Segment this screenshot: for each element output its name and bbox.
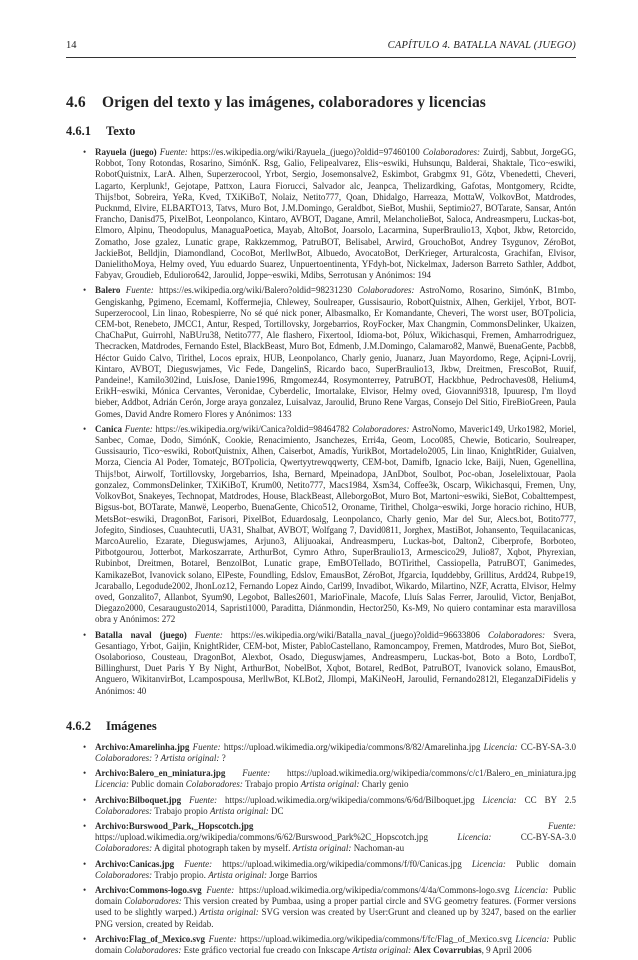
source-label: Fuente: <box>242 768 271 779</box>
contributors-text: Zuirdj, Sabbut, JorgeGG, Robbot, Tony Rotondas, Rosarino, SimónK. Rsg, Galio, Felipealvarez, Elis~eswiki, Huhsunqu, Balderai, Shaktale, Tico~eswiki, RobotQuistnix, LarA. Alhen, Superzerocool, Yrbot, Sergio, Josemonsalve2, Eskimbot, Grabgmx 91, Götz, Vbenedetti, Cheveri, Lagarto, Kerplunk!, Gejotape, Pattxon, Laura Fiorucci, Salvador alc, Jeanpca, Thelizardking, Gafotas, Montgomery, Rcidte, Thijs!bot, Sobreira, YeRa, Kved, TXiKiBoT, Nolaiz, Netito777, Qoan, Dhidalgo, Harreaza, MottaW, VolkovBot, Matdrodes, Pucknmd, Elvire, ELBARTO13, Tatvs, Muro Bot, J.M.Domingo, Geraldbot, SieBot, Mushii, Septimio27, BOTarate, Sansar, Antón Francho, Danisd75, PixelBot, Leonpolanco, Kintaro, AVBOT, Dagane, Amril, MelancholieBot, Saloca, Andreasmperu, Luckas-bot, Elmoro, Alpinu, Theodopulus, ManaguaPoetica, Mayab, AltoBot, Joarsolo, Lacarmina, SuperBraulio13, Xqbot, Jkbw, Retorcido, Zomatho, Jose gzalez, Lunatic grape, Rakkzemmog, PatruBOT, Belisabel, Arwird, GrouchoBot, Andrey Tsygunov, ZéroBot, JackieBot, Belldjin, Diamondland, CocoBot, MerllwBot, Albuedo, AvocatoBot, DerKrieger, Arturalcosta, Grachifan, Elvisor, DanielithoMoya, Helmy oved, Yuu eduardo Suarez, Unpuertoentinenta, YFdyh-bot, Nickelmax, Jaderson Barreto Sathler, Addbot, Fabyav, Groudieb, Edulioro642, Jaroulid, Joppe~eswiki, Mdibs, Serrotusan y Anónimos: 194 <box>95 147 576 281</box>
bullet-icon: • <box>83 629 87 640</box>
bullet-icon: • <box>83 741 87 752</box>
subsection-title: Imágenes <box>106 718 157 733</box>
contributors-label: Colaboradores: <box>95 843 153 854</box>
license-text: CC-BY-SA-3.0 <box>520 741 577 752</box>
license-label: Licencia: <box>457 832 492 843</box>
item-title: Archivo:Canicas.jpg <box>95 858 175 869</box>
section-number: 4.6 <box>66 94 86 111</box>
source-label: Fuente: <box>206 884 235 895</box>
section-heading <box>66 94 576 112</box>
subsection-heading-text <box>66 124 576 139</box>
artist-label: Artista original: <box>208 869 267 880</box>
list-item <box>83 794 576 817</box>
artist-date: , 9 April 2006 <box>481 945 532 955</box>
source-label: Fuente: <box>184 858 213 869</box>
source-link[interactable]: https://upload.wikimedia.org/wikipedia/commons/8/82/Amarelinha.jpg <box>223 741 481 752</box>
item-title: Archivo:Bilboquet.jpg <box>95 794 182 805</box>
list-item <box>83 741 577 764</box>
image-credits-list <box>66 742 576 956</box>
license-label: Licencia: <box>514 884 549 895</box>
contributors-label: Colaboradores: <box>95 752 153 763</box>
list-item <box>83 423 576 626</box>
list-item <box>83 629 577 697</box>
item-title: Canica <box>95 423 122 434</box>
source-label: Fuente: <box>189 794 218 805</box>
list-item <box>83 884 577 930</box>
license-label: Licencia: <box>482 794 517 805</box>
item-title: Archivo:Commons-logo.svg <box>95 884 202 895</box>
bullet-icon: • <box>83 423 87 434</box>
artist-label: Artista original: <box>209 805 269 816</box>
bullet-icon: • <box>83 884 87 895</box>
artist-text: Jorge Barrios <box>269 869 318 880</box>
contributors-text: Sverа, Gesantiago, Yrbot, Gaijin, KnightRider, CEM-bot, Mister, PabloCastellano, Ramoncampoy, Fremen, Matdrodes, Muro Bot, SieBot, Osolaborioso, Cousteau, DragonBot, Alexbot, Osado, Dieguswjames, Andreasmperu, Luckas-bot, Boto a Boto, LordboT, Billinghurst, Duet Paris Y By Night, ArthurBot, NobelBot, Xqbot, Botarel, RedBot, PatruBOT, Ivanovick solano, EmausBot, Anguero, WikitanvirBot, Lcampospousa, MerllwBot, KLBot2, Jllompi, MaKiNeoH, Jaroulid, Fernando2812l, EleganzaDiFidelis y Anónimos: 40 <box>95 629 577 696</box>
contributors-label: Colaboradores: <box>357 285 415 296</box>
list-item <box>83 820 577 855</box>
contributors-label: Colaboradores: <box>124 896 182 907</box>
artist-label: Artista original: <box>199 907 259 918</box>
section-title: Origen del texto y las imágenes, colaboradores y licencias <box>102 94 486 111</box>
contributors-text: Trabajo propio <box>245 779 299 790</box>
list-item <box>83 858 577 881</box>
subsection-heading-images <box>66 719 576 734</box>
list-item <box>83 285 577 419</box>
contributors-text: Trabajo propio <box>154 805 208 816</box>
license-text: Public domain <box>515 858 577 869</box>
artist-text: Alex Covarrubias <box>413 945 482 955</box>
header-rule <box>66 57 576 58</box>
running-head <box>66 40 576 51</box>
artist-label: Artista original: <box>352 945 412 955</box>
license-text: Public domain <box>95 933 577 955</box>
source-label: Fuente: <box>548 820 576 831</box>
license-label: Licencia: <box>483 741 518 752</box>
contributors-text: AstroNomo, Maveric149, Urko1982, Moriel, Sanbec, Comae, Dodo, SimónK, Cookie, Renacimiento, Jsanchezes, Erri4a, Geom, Loco085, Chewie, Boticario, Soulreaper, Gussisaurio, Tico~eswiki, RobotQuistnix, Alhen, Caiserbot, Amadís, YurikBot, Mortadelo2005, Lin linao, KnightRider, Guialven, Morza, Ciencia Al Poder, Tomatejc, BOTpolicia, Qwertyytrewqqwerty, CEM-bot, Damifb, Ignacio lcke, Baiji, Nuen, Ggenellina, Thijs!bot, Airwolf, Tortillovsky, Jorgebarrios, Isha, Bernard, Mpeinadopa, JAnDbot, Soulbot, Poc-oban, Joselelixtouar, Paola gonzalez, CommonsDelinker, TXiKiBoT, Krum00, Netito777, Macs1984, Xsm34, Coffee3k, Oscarp, Wikichasqui, Fremen, Uny, VolkovBot, Snakeyes, Technopat, Matdrodes, House, BlackBeast, AlleborgoBot, Muro Bot, Martoni~eswiki, SieBot, Cobalttempest, Bigsus-bot, BOTarate, Manwë, Leoperbo, BuenaGente, Chico512, Oroname, Tirithel, Cholga~eswiki, Jorge horacio richino, HUB, MetsBot~eswiki, DragonBot, Farisori, PixelBot, Eduardosalg, Leonpolanco, Charly genio, Mar del Sur, Alecs.bot, Botito777, Jofegito, Sindioses, Cuauhtecutli, UA31, Shalbat, AVBOT, Wolfgang 7, David0811, Jorghex, MastiBot, Johansento, Tequilacanicas, MarcoAurelio, Ezarate, Dieguswjames, Arjuno3, Alijuoakai, Andreasmperu, Luckas-bot, Dalton2, Ciberprofe, Borboteo, Pitbotgourou, Jotterbot, Markoszarrate, ArthurBot, Cymro Athro, SuperBraulio13, Armescico29, Julio87, Xqbot, Phyrexian, Rubinbot, Dreitmen, Botarel, BenzolBot, Lunatic grape, EmBOTellado, BOTirithel, Cassiopella, PatruBOT, Ganimedes, KamikazeBot, Ivanovick solano, ElPeste, Foundling, Edslov, EmausBot, ZéroBot, Jfgarcia, Iquddebby, Grillitus, Ardd24, Rubpe19, Jcaraballo, Legodude2002, JhonLoz12, Fernando Lopez Aindo, Carl99, Invadibot, Wikardo, Milartino, NZF, Acratta, Elvisor, Helmy oved, Gonzalito7, Allanbot, Syum90, Legobot, Balles2601, MarioFinale, Macofe, Lluís Salas Ferrer, Jaroulid, Victor, BenjaBot, Diegazo2000, Cesaraugusto2014, Sapristi1000, Paraditta, Diánmondin, Hector250, Ks-M9, No quiero contaminar esta maravillosa obra y Anónimos: 272 <box>95 423 576 625</box>
contributors-text: Trabjo propio. <box>154 869 206 880</box>
license-label: Licencia: <box>515 933 550 944</box>
contributors-label: Colaboradores: <box>422 147 481 157</box>
license-text: Public domain <box>131 779 184 790</box>
chapter-title: CAPÍTULO 4. BATALLA NAVAL (JUEGO) <box>387 40 576 51</box>
source-label: Fuente: <box>192 741 221 752</box>
bullet-icon: • <box>83 820 87 831</box>
contributors-label: Colaboradores: <box>352 423 410 434</box>
page-number: 14 <box>66 40 77 51</box>
subsection-title: Texto <box>106 124 136 138</box>
artist-label: Artista original: <box>300 779 360 790</box>
contributors-text: ? <box>154 752 159 763</box>
license-text: Public domain <box>95 884 577 907</box>
list-item <box>83 147 576 281</box>
artist-label: Artista original: <box>292 843 352 854</box>
item-title: Archivo:Amarelinha.jpg <box>95 741 190 752</box>
source-label: Fuente: <box>125 285 154 296</box>
source-link[interactable]: https://upload.wikimedia.org/wikipedia/commons/6/6d/Bilboquet.jpg <box>225 794 475 805</box>
artist-text: DC <box>270 805 284 816</box>
source-link[interactable]: https://upload.wikimedia.org/wikipedia/commons/f/f0/Canicas.jpg <box>222 858 462 869</box>
license-text: CC BY 2.5 <box>524 794 576 805</box>
license-label: Licencia: <box>471 858 506 869</box>
artist-text: SVG version was created by User:Grunt and cleaned up by 3247, based on the earlier PNG version, created by Reidab. <box>95 907 577 929</box>
source-label: Fuente: <box>194 629 223 640</box>
item-title: Archivo:Balero_en_miniatura.jpg <box>95 768 226 779</box>
contributors-label: Colaboradores: <box>124 945 182 955</box>
bullet-icon: • <box>83 933 87 944</box>
bullet-icon: • <box>83 858 87 869</box>
license-label: Licencia: <box>95 779 129 790</box>
source-link[interactable]: https://es.wikipedia.org/wiki/Rayuela_(juego)?oldid=97460100 <box>190 147 420 157</box>
item-title: Archivo:Flag_of_Mexico.svg <box>95 933 206 944</box>
source-link[interactable]: https://es.wikipedia.org/wiki/Canica?oldid=98464782 <box>155 423 350 434</box>
license-text: CC-BY-SA-3.0 <box>520 832 577 843</box>
bullet-icon: • <box>83 285 87 296</box>
contributors-text: AstroNomo, Rosarino, SimónK, B1mbo, Gengiskanhg, Pgimeno, Ecemaml, Koffermejia, Chlewey, Soulreaper, Gussisaurio, RobotQuistnix, Alhen, Gerkijel, Yrbot, BOT-Superzerocool, Lin linao, Robespierre, No sé qué nick poner, Albasmalko, Er Komandante, Cheveri, The worst user, BOTpolicia, CEM-bot, Renebeto, JMCC1, Antur, Resped, Tortillovsky, Jorgebarrios, RoyFocker, Max Changmin, CommonsDelinker, Ukaizen, ChaChaPut, Guirrohl, NaBUru38, Netito777, Ale flashero, Fixertool, Idioma-bot, Pólux, Wikichasqui, Fremen, Amharrodriguez, Thecracken, Matdrodes, Fernando Estel, BlackBeast, Muro Bot, Edmenb, J.M.Domingo, Calamaro82, Manwë, BuenaGente, Pacbb8, Héctor Guido Calvo, Tirithel, Locos epraix, HUB, Leonpolanco, Charly genio, Juanarz, Juan Mayordomo, Rege, Açipni-Lovrij, Kintaro, AVBOT, Dieguswjames, Vic Fede, DangelinS, Ricardo baco, SuperBraulio13, Jkbw, Dreitmen, FrescoBot, Ruuif, Pandeine!, Kamilo302ind, LuisJose, Danie1996, Rmgomez44, Rosymonterrey, PatruBOT, Hackbhue, Pedrochaves08, Helium4, ErikH~eswiki, Mónica Cervantes, Veronidae, Cyberdelic, Imortalake, Elvisor, Helmy oved, Giovanni9318, Ipuuresp, I'm lloyd bieber, Addbot, Adrián Cerón, Jorge araya gonzalez, Luisalvaz, Jaroulid, Bruno Rene Vargas, Consejo Del Sitio, FireBioGreen, Paula Gomes, David Andre Romero Flores y Anónimos: 133 <box>95 285 577 419</box>
item-title: Rayuela (juego) <box>95 147 157 157</box>
source-link[interactable]: https://es.wikipedia.org/wiki/Batalla_naval_(juego)?oldid=96633806 <box>230 629 480 640</box>
contributors-text: This version created by Pumbaa, using a proper partial circle and SVG geometry features. (Former versions used to be slightly warped.) <box>95 896 576 918</box>
text-credits-list <box>66 147 576 697</box>
list-item <box>83 933 577 956</box>
item-title: Batalla naval (juego) <box>95 629 187 640</box>
subsection-number: 4.6.1 <box>66 124 91 138</box>
source-link[interactable]: https://upload.wikimedia.org/wikipedia/commons/f/fc/Flag_of_Mexico.svg <box>240 933 512 944</box>
source-label: Fuente: <box>124 423 153 434</box>
contributors-label: Colaboradores: <box>487 629 546 640</box>
subsection-number: 4.6.2 <box>66 718 91 733</box>
bullet-icon: • <box>83 768 87 779</box>
item-title: Archivo:Burswood_Park,_Hopscotch.jpg <box>95 820 254 831</box>
source-link[interactable]: https://upload.wikimedia.org/wikipedia/commons/c/c1/Balero_en_miniatura.jpg <box>286 768 576 779</box>
source-link[interactable]: https://upload.wikimedia.org/wikipedia/commons/4/4a/Commons-logo.svg <box>239 884 510 895</box>
artist-text: Nachoman-au <box>353 843 405 854</box>
item-title: Balero <box>95 285 121 296</box>
contributors-label: Colaboradores: <box>95 805 153 816</box>
artist-text: Charly genio <box>361 779 409 790</box>
bullet-icon: • <box>83 147 87 157</box>
source-link[interactable]: https://es.wikipedia.org/wiki/Balero?oldid=98231230 <box>159 285 352 296</box>
artist-label: Artista original: <box>160 752 220 763</box>
contributors-text: A digital photograph taken by myself. <box>153 843 291 854</box>
source-label: Fuente: <box>159 147 188 157</box>
list-item <box>83 768 576 790</box>
contributors-label: Colaboradores: <box>185 779 243 790</box>
contributors-label: Colaboradores: <box>95 869 153 880</box>
contributors-text: Este gráfico vectorial fue creado con Inkscape <box>183 945 351 955</box>
artist-text: ? <box>221 752 226 763</box>
source-label: Fuente: <box>208 933 237 944</box>
bullet-icon: • <box>83 794 87 805</box>
page <box>66 40 576 960</box>
source-link[interactable]: https://upload.wikimedia.org/wikipedia/commons/6/62/Burswood_Park%2C_Hopscotch.jpg <box>95 832 429 843</box>
